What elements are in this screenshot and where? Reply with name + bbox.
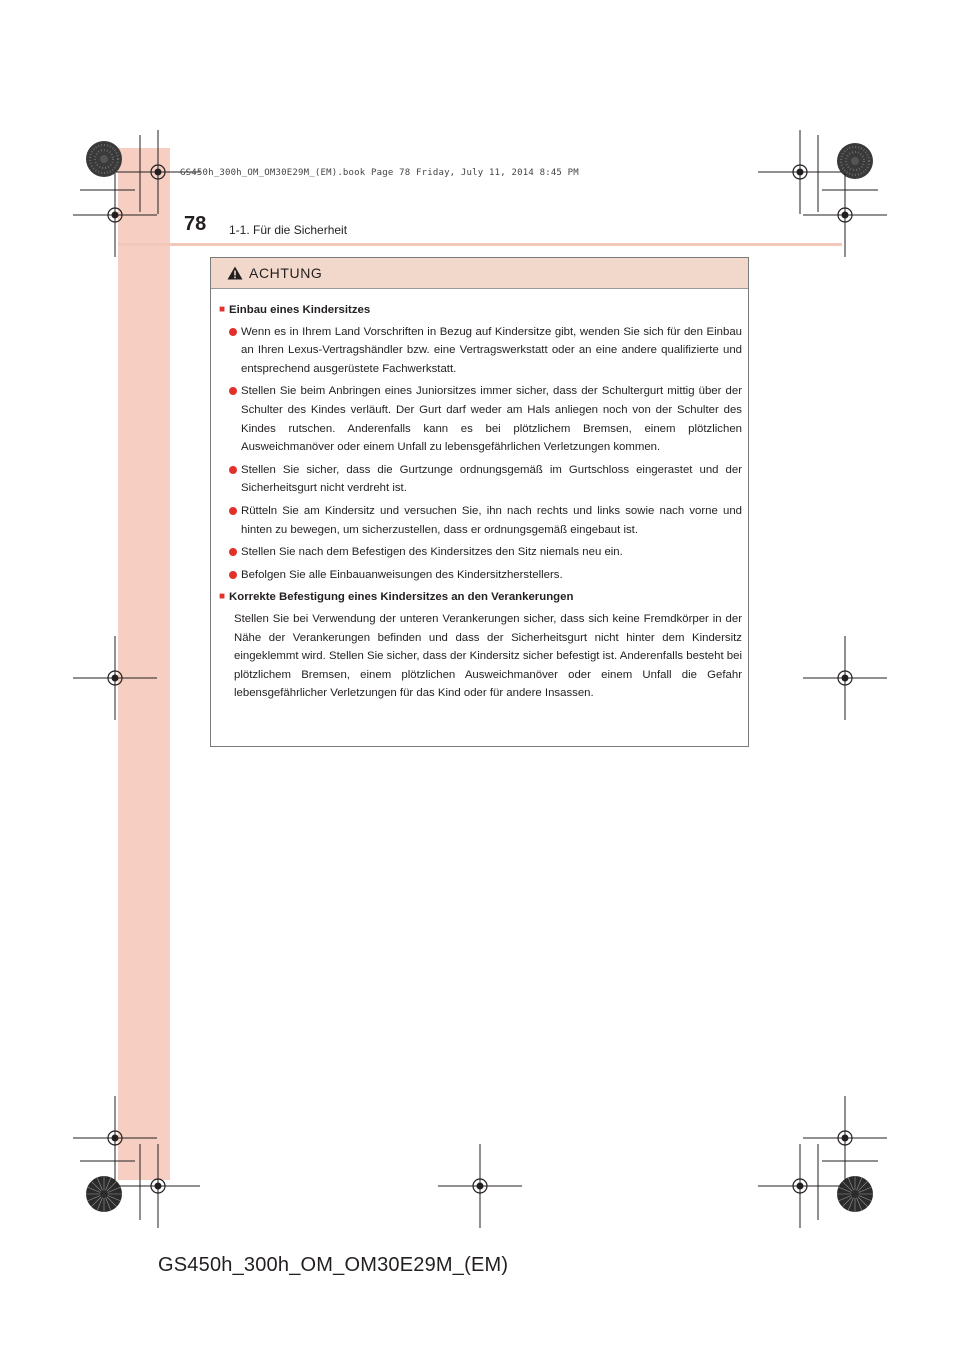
page-number: 78 [184, 213, 207, 235]
bullet-text: Stellen Sie beim Anbringen eines Juniorsitzes immer sicher, dass der Schultergurt mittig über der Schulter des Kindes verläuft. Der Gurt darf weder am Hals anliegen noch von der Schulter des Kindes rutschen. Anderenfalls kann es bei plötzlichem Bremsen, einem plötzlichen Ausweichmanöver oder einem Unfall zu lebensgefährlichen Verletzungen kommen. [241, 385, 742, 454]
bullet-text: Befolgen Sie alle Einbauanweisungen des Kindersitzherstellers. [241, 568, 563, 581]
header-rule [118, 243, 842, 246]
section-heading [219, 301, 742, 320]
red-bullet-icon [229, 328, 237, 336]
bullet-item [229, 502, 742, 539]
section-title: 1-1. Für die Sicherheit [229, 223, 348, 237]
bullet-text: Stellen Sie nach dem Befestigen des Kindersitzes den Sitz niemals neu ein. [241, 546, 623, 559]
warning-triangle-icon [227, 266, 243, 280]
warning-header [211, 258, 748, 289]
red-bullet-icon [229, 571, 237, 579]
bullet-item [229, 566, 742, 585]
section-heading-text: Einbau eines Kindersitzes [229, 304, 371, 316]
section-heading [219, 588, 742, 607]
bullet-text: Stellen Sie sicher, dass die Gurtzunge ordnungsgemäß im Gurtschloss eingerastet und der Sicherheitsgurt nicht verdreht ist. [241, 463, 742, 495]
bullet-item [229, 382, 742, 456]
bullet-item [229, 323, 742, 379]
bullet-item [229, 543, 742, 562]
warning-body [211, 289, 748, 703]
warning-box [210, 257, 749, 747]
red-square-icon: ■ [219, 304, 226, 315]
red-bullet-icon [229, 387, 237, 395]
bullet-item [229, 461, 742, 498]
bullet-text: Wenn es in Ihrem Land Vorschriften in Bezug auf Kindersitze gibt, wenden Sie sich für den Einbau an Ihren Lexus-Vertragshändler bzw. eine Vertragswerkstatt oder an eine andere qualifizierte und entsprechend ausgerüstete Fachwerkstatt. [241, 325, 742, 375]
section-paragraph: Stellen Sie bei Verwendung der unteren Verankerungen sicher, dass sich keine Fremdkörper in der Nähe der Verankerungen befinden und dass der Sicherheitsgurt nicht hinter dem Kindersitz eingeklemmt wird. Stellen Sie sicher, dass der Kindersitz sicher befestigt ist. Anderenfalls besteht bei plötzlichem Bremsen, einem plötzlichen Ausweichmanöver oder einem Unfall die Gefahr lebensgefährlicher Verletzungen für das Kind oder für andere Insassen. [234, 612, 742, 700]
red-bullet-icon [229, 466, 237, 474]
footer-document-code: GS450h_300h_OM_OM30E29M_(EM) [158, 1254, 509, 1276]
warning-title: ACHTUNG [249, 265, 323, 281]
section-heading-text: Korrekte Befestigung eines Kindersitzes an den Verankerungen [229, 591, 574, 604]
bullet-text: Rütteln Sie am Kindersitz und versuchen Sie, ihn nach rechts und links sowie nach vorne und hinten zu bewegen, um sicherzustellen, dass er ordnungsgemäß eingebaut ist. [241, 504, 742, 536]
red-bullet-icon [229, 507, 237, 515]
red-square-icon: ■ [219, 591, 226, 603]
print-slug-header: GS450h_300h_OM_OM30E29M_(EM).book Page 78 Friday, July 11, 2014 8:45 PM [180, 168, 579, 178]
red-bullet-icon [229, 548, 237, 556]
